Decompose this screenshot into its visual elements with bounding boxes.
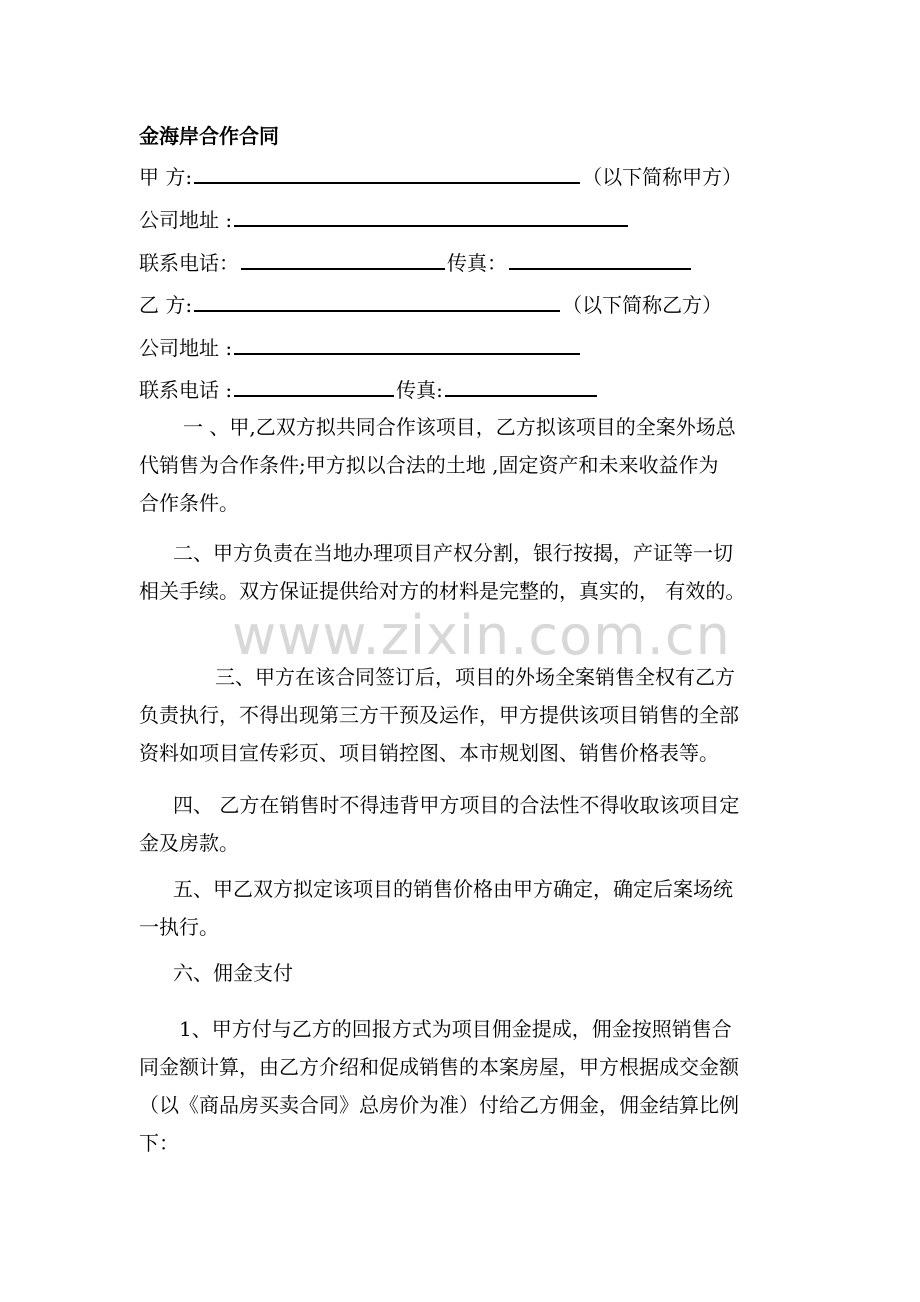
party-b-fax-label: 传真: [396, 378, 443, 402]
party-b-phone-label: 联系电话 : [139, 378, 233, 402]
party-a-contact-line [139, 246, 693, 277]
party-a-fax-blank [509, 246, 691, 270]
party-a-phone-blank [241, 246, 445, 270]
party-b-address-blank [234, 331, 580, 355]
clause-4-row: 金及房款。 [139, 831, 239, 855]
watermark-text: www.zixin.com.cn [232, 604, 731, 667]
clause-6-1 [139, 1010, 785, 1162]
clause-6-heading: 六、佣金支付 [173, 961, 293, 985]
party-b-address-label: 公司地址 : [139, 336, 233, 360]
clause-4 [139, 786, 785, 862]
clause-6-1-row: 1、甲方付与乙方的回报方式为项目佣金提成，佣金按照销售合 [179, 1017, 732, 1041]
party-a-suffix: （以下简称甲方） [582, 165, 743, 189]
party-b-label: 乙 方: [139, 293, 193, 317]
document-title: 金海岸合作合同 [139, 124, 279, 148]
clause-1-row: 合作条件。 [139, 491, 239, 515]
clause-3-row: 三、甲方在该合同签订后，项目的外场全案销售全权有乙方 [215, 665, 735, 689]
clause-3-row: 资料如项目宣传彩页、项目销控图、本市规划图、销售价格表等。 [139, 741, 719, 765]
party-b-phone-blank [234, 373, 394, 397]
clause-5-row: 五、甲乙双方拟定该项目的销售价格由甲方确定，确定后案场统 [173, 877, 733, 901]
party-a-fax-label: 传真： [447, 251, 507, 275]
party-a-blank [194, 160, 580, 184]
clause-2 [139, 534, 785, 610]
clause-3-row: 负责执行，不得出现第三方干预及运作，甲方提供该项目销售的全部 [139, 703, 739, 727]
party-b-line [139, 288, 722, 319]
party-a-phone-label: 联系电话： [139, 251, 239, 275]
party-b-contact-line [139, 373, 599, 404]
clause-4-row: 四、 乙方在销售时不得违背甲方项目的合法性不得收取该项目定 [173, 793, 740, 817]
clause-6-1-row: （以《商品房买卖合同》总房价为准）付给乙方佣金，佣金结算比例 [139, 1093, 739, 1117]
party-b-blank [194, 288, 560, 312]
clause-6 [139, 954, 785, 992]
party-a-label: 甲 方: [139, 165, 193, 189]
party-a-line [139, 160, 742, 191]
clause-6-1-row: 同金额计算，由乙方介绍和促成销售的本案房屋，甲方根据成交金额 [139, 1055, 739, 1079]
clause-1 [139, 408, 785, 522]
party-b-fax-blank [445, 373, 597, 397]
clause-2-row: 二、甲方负责在当地办理项目产权分割，银行按揭，产证等一切 [173, 541, 733, 565]
clause-1-row: 一 、甲,乙双方拟共同合作该项目，乙方拟该项目的全案外场总 [183, 415, 736, 439]
clause-5 [139, 870, 785, 946]
clause-1-row: 代销售为合作条件;甲方拟以合法的土地 ,固定资产和未来收益作为 [139, 453, 719, 477]
clause-2-row: 相关手续。双方保证提供给对方的材料是完整的，真实的， 有效的。 [139, 579, 746, 603]
clause-3 [139, 658, 785, 772]
party-b-suffix: （以下简称乙方） [562, 293, 723, 317]
party-a-address-label: 公司地址 : [139, 208, 233, 232]
party-a-address-blank [234, 203, 628, 227]
clause-6-1-row: 下： [139, 1131, 179, 1155]
party-a-address-line [139, 203, 630, 234]
clause-5-row: 一执行。 [139, 915, 219, 939]
party-b-address-line [139, 331, 582, 362]
